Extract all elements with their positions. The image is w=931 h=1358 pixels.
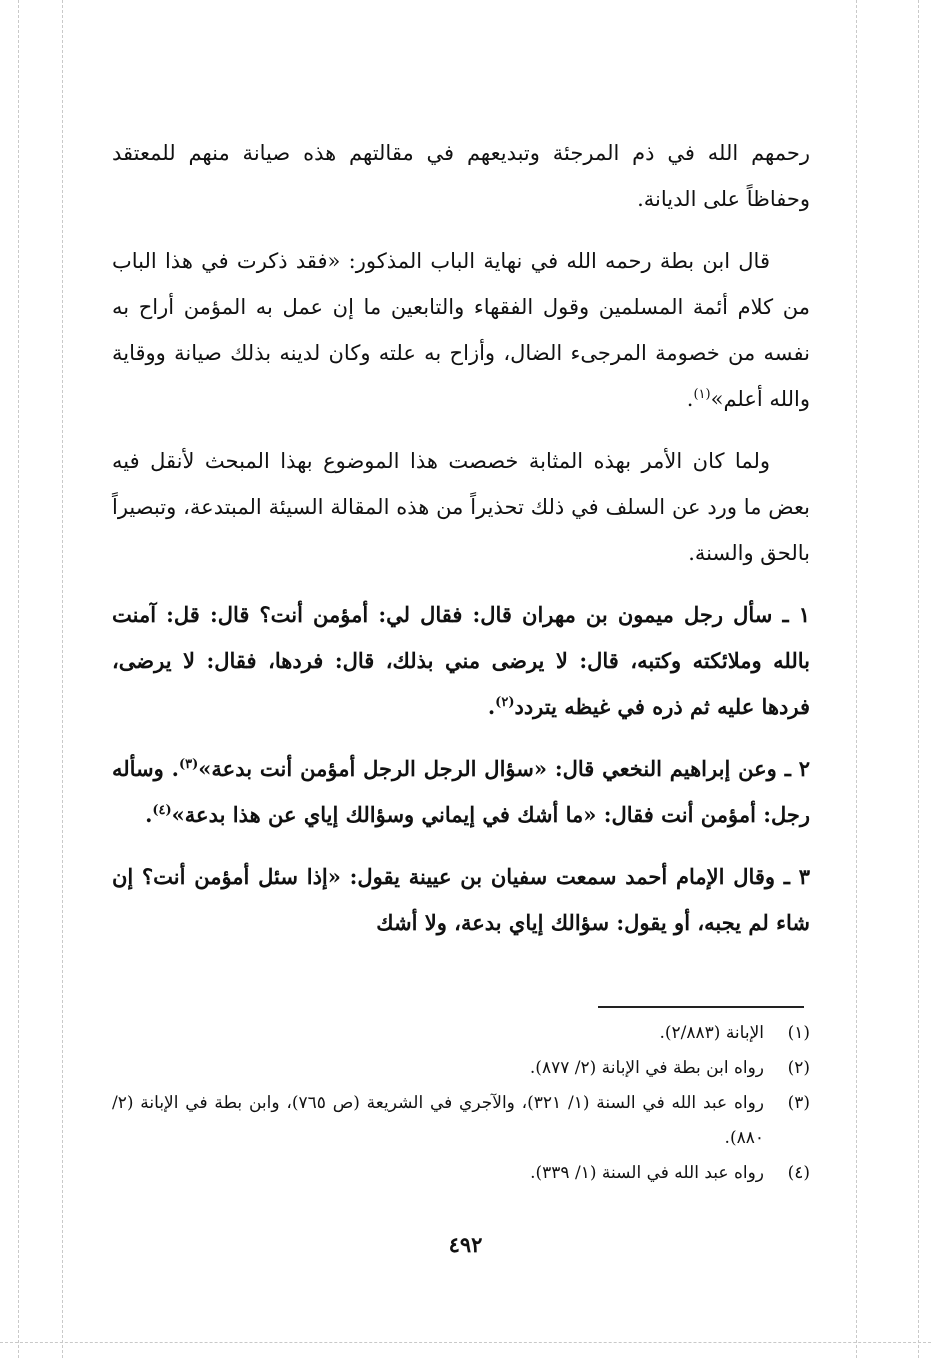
paragraph-text: قال ابن بطة رحمه الله في نهاية الباب المذكور: «فقد ذكرت في هذا الباب من كلام أئمة المسلمين وقول الفقهاء والتابعين ما إن عمل به المؤمن أراح به نفسه من خصومة المرجىء الضال، وأزاح به علته وكان لدينه بذلك صيانة ووقاية والله أعلم» bbox=[112, 249, 810, 411]
paragraph-text: ولما كان الأمر بهذه المثابة خصصت هذا الموضوع بهذا المبحث لأنقل فيه بعض ما ورد عن السلف في ذلك تحذيراً من هذه المقالة السيئة المبتدعة، وتبصيراً بالحق والسنة. bbox=[112, 449, 810, 565]
main-text bbox=[112, 130, 810, 962]
footnote-text: الإبانة (٢/٨٨٣). bbox=[659, 1023, 764, 1043]
scan-guide-line bbox=[62, 0, 63, 1358]
scan-guide-line bbox=[0, 1342, 931, 1343]
footnote-ref[interactable]: (٤) bbox=[152, 803, 172, 818]
paragraph-text: . bbox=[686, 387, 694, 411]
paragraph-text: ٣ ـ وقال الإمام أحمد سمعت سفيان بن عيينة يقول: «إذا سئل أمؤمن أنت؟ إن شاء لم يجبه، أو يقول: سؤالك إياي بدعة، ولا أشك bbox=[112, 864, 810, 935]
footnote-ref[interactable]: (١) bbox=[693, 387, 711, 402]
footnote-text: رواه عبد الله في السنة (١/ ٣٢١)، والآجري في الشريعة (ص ٧٦٥)، وابن بطة في الإبانة (٢/ ٨٨٠). bbox=[112, 1093, 764, 1148]
scan-guide-line bbox=[856, 0, 857, 1358]
narration-2 bbox=[112, 746, 810, 838]
narration-1 bbox=[112, 592, 810, 730]
footnote-number: (٤) bbox=[787, 1163, 810, 1183]
footnote-ref[interactable]: (٢) bbox=[495, 695, 515, 710]
footnote-ref[interactable]: (٣) bbox=[178, 757, 199, 772]
paragraph-text: . bbox=[487, 694, 496, 719]
footnote-number: (٣) bbox=[787, 1093, 810, 1113]
page-number: ٤٩٢ bbox=[448, 1232, 483, 1257]
footnote-item bbox=[112, 1086, 810, 1156]
footnote-item bbox=[112, 1016, 810, 1051]
footnote-item bbox=[112, 1156, 810, 1191]
footnote-number: (٢) bbox=[787, 1058, 810, 1078]
footnote-separator bbox=[598, 1006, 804, 1008]
paragraph-text: ١ ـ سأل رجل ميمون بن مهران قال: فقال لي: أمؤمن أنت؟ قال: قل: آمنت بالله وملائكته وكتبه، قال: لا يرضى مني بذلك، قال: فردها، فقال: لا يرضى، فردها عليه ثم ذره في غيظه يتردد bbox=[112, 602, 810, 719]
paragraph-text: رحمهم الله في ذم المرجئة وتبديعهم في مقالتهم هذه صيانة منهم للمعتقد وحفاظاً على الديانة. bbox=[112, 141, 810, 211]
paragraph-text: . bbox=[145, 802, 153, 827]
paragraph-text: ٢ ـ وعن إبراهيم النخعي قال: «سؤال الرجل الرجل أمؤمن أنت بدعة» bbox=[198, 756, 810, 781]
paragraph-purpose bbox=[112, 438, 810, 576]
paragraph-text: . وسأله رجل: أمؤمن أنت فقال: «ما أشك في إيماني وسؤالك إياي عن هذا بدعة» bbox=[112, 756, 810, 827]
scan-guide-line bbox=[18, 0, 19, 1358]
paragraph-intro bbox=[112, 130, 810, 222]
scan-guide-line bbox=[918, 0, 919, 1358]
paragraph-ibn-batta-quote bbox=[112, 238, 810, 422]
footnote-text: رواه عبد الله في السنة (١/ ٣٣٩). bbox=[530, 1163, 764, 1183]
footnote-item bbox=[112, 1051, 810, 1086]
footnotes bbox=[112, 1016, 810, 1191]
narration-3 bbox=[112, 854, 810, 946]
footnote-number: (١) bbox=[787, 1023, 810, 1043]
footnote-text: رواه ابن بطة في الإبانة (٢/ ٨٧٧). bbox=[529, 1058, 764, 1078]
